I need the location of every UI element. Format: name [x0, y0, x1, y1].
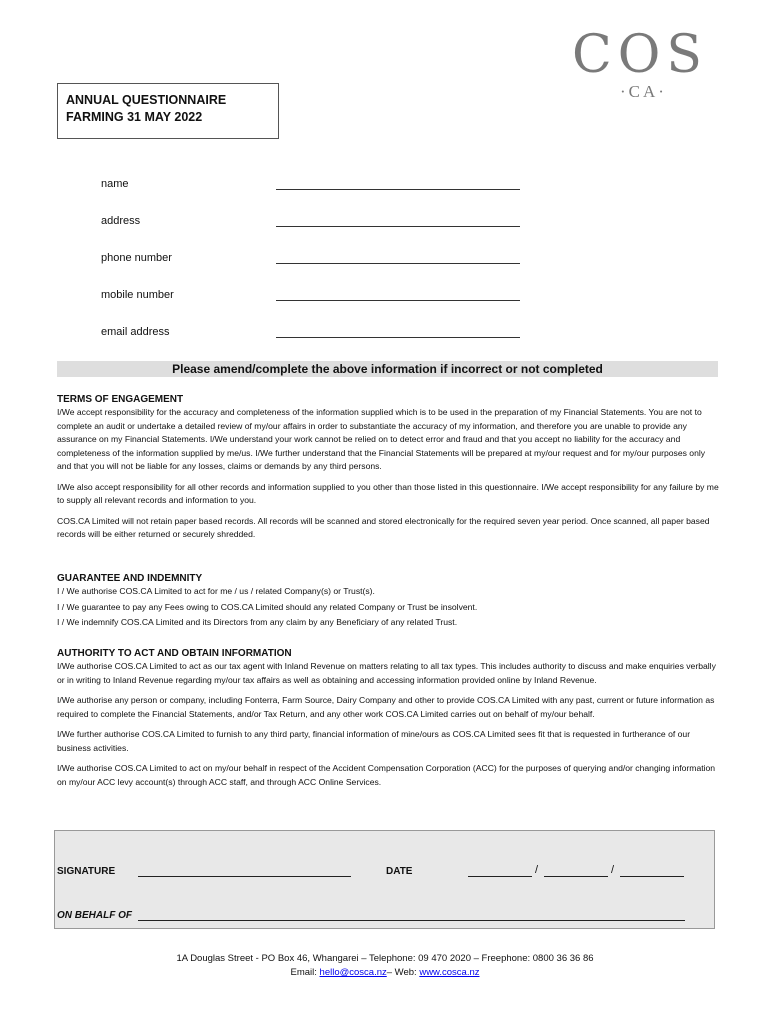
- date-month-line[interactable]: [544, 876, 608, 877]
- footer-web-prefix: – Web:: [386, 967, 420, 978]
- date-separator-2: /: [611, 864, 615, 876]
- address-field-row: [101, 215, 541, 231]
- terms-section: [57, 393, 719, 549]
- date-year-line[interactable]: [620, 876, 684, 877]
- footer-address: 1A Douglas Street - PO Box 46, Whangarei – Telephone: 09 470 2020 – Freephone: 0800 36 36 86: [176, 953, 594, 964]
- name-field-line[interactable]: [276, 189, 520, 190]
- amend-notice: Please amend/complete the above information if incorrect or not completed: [57, 361, 718, 377]
- signature-label: SIGNATURE: [57, 866, 116, 877]
- guarantee-line-1: I / We authorise COS.CA Limited to act for me / us / related Company(s) or Trust(s).: [57, 586, 375, 596]
- mobile-field-label: mobile number: [101, 289, 174, 301]
- address-field-label: address: [101, 215, 141, 227]
- cosca-logo: [572, 26, 722, 106]
- address-field-line[interactable]: [276, 226, 520, 227]
- authority-paragraph-3: I/We further authorise COS.CA Limited to furnish to any third party, financial information of mine/ours as COS.CA Limited sees fit that is requested in furtherance of our business activities.: [57, 729, 691, 753]
- behalf-line[interactable]: [138, 920, 685, 921]
- phone-field-label: phone number: [101, 252, 172, 264]
- guarantee-line-2: I / We guarantee to pay any Fees owing to COS.CA Limited should any related Company or Trust be insolvent.: [57, 601, 478, 612]
- date-separator-1: /: [535, 864, 539, 876]
- footer-contact: [0, 966, 770, 980]
- guarantee-line-3: I / We indemnify COS.CA Limited and its Directors from any claim by any Beneficiary of any related Trust.: [57, 617, 458, 627]
- document-title-line1: ANNUAL QUESTIONNAIRE: [66, 93, 227, 107]
- terms-paragraph-1: I/We accept responsibility for the accuracy and completeness of the information supplied which is to be used in the preparation of my Financial Statements. You are not to complete an audit or undertake a detailed review of my/our affairs in order to substantiate the accuracy of my information, and therefore you are unable to provide any assurance on my Financial Statements. I/We understand your work cannot be relied on to detect error and fraud and that you accept no liability for the accuracy and completeness of the information supplied by me/us. I/We further understand that the Financial Statements will be prepared at my/our request and for my/our purposes only and that you will not be liable for any losses, claims or demands by any third persons.: [57, 407, 706, 471]
- authority-heading: AUTHORITY TO ACT AND OBTAIN INFORMATION: [57, 648, 292, 659]
- name-field-label: name: [101, 178, 129, 190]
- guarantee-heading: GUARANTEE AND INDEMNITY: [57, 573, 203, 584]
- mobile-field-row: [101, 289, 541, 305]
- email-field-line[interactable]: [276, 337, 520, 338]
- phone-field-line[interactable]: [276, 263, 520, 264]
- logo-sub-text: ·CA·: [620, 82, 667, 101]
- authority-paragraph-2: I/We authorise any person or company, including Fonterra, Farm Source, Dairy Company and other to provide COS.CA Limited with any past, current or future information as required to complete the Financial Statements, and/or Tax Return, and any other work COS.CA Limited carries out on behalf of my/our behalf.: [57, 695, 715, 719]
- behalf-label: ON BEHALF OF: [57, 910, 132, 921]
- footer-email-prefix: Email:: [290, 967, 320, 978]
- email-field-row: [101, 326, 541, 342]
- date-label: DATE: [386, 866, 413, 877]
- signature-box: [54, 830, 715, 929]
- guarantee-section: [57, 572, 719, 630]
- document-title-box: [57, 83, 279, 139]
- logo-main-text: COS: [572, 25, 709, 85]
- terms-paragraph-3: COS.CA Limited will not retain paper based records. All records will be scanned and stored electronically for the required seven year period. Once scanned, all paper based records will be either returned or securely shredded.: [57, 515, 710, 539]
- date-day-line[interactable]: [468, 876, 532, 877]
- signature-line[interactable]: [138, 876, 351, 877]
- phone-field-row: [101, 252, 541, 268]
- terms-paragraph-2: I/We also accept responsibility for all other records and information supplied to you other than those listed in this questionnaire. I/We accept responsibility for any failure by me to supply all relevant records and information to you.: [57, 481, 719, 505]
- authority-paragraph-4: I/We authorise COS.CA Limited to act on my/our behalf in respect of the Accident Compensation Corporation (ACC) for the purposes of querying and/or changing information on my/our ACC levy account(s) through ACC staff, and through ACC Online Services.: [57, 763, 716, 787]
- terms-heading: TERMS OF ENGAGEMENT: [57, 394, 184, 405]
- authority-section: [57, 647, 719, 796]
- footer-email-link[interactable]: hello@cosca.nz: [319, 967, 387, 978]
- mobile-field-line[interactable]: [276, 300, 520, 301]
- document-title-line2: FARMING 31 MAY 2022: [66, 110, 203, 124]
- email-field-label: email address: [101, 326, 170, 338]
- authority-paragraph-1: I/We authorise COS.CA Limited to act as our tax agent with Inland Revenue on matters relating to all tax types. This includes authority to discuss and make enquiries verbally or in writing to Inland Revenue regarding my/our tax affairs as well as obtaining and accessing information provided online by Inland Revenue.: [57, 661, 716, 685]
- footer-web-link[interactable]: www.cosca.nz: [419, 967, 480, 978]
- name-field-row: [101, 178, 541, 194]
